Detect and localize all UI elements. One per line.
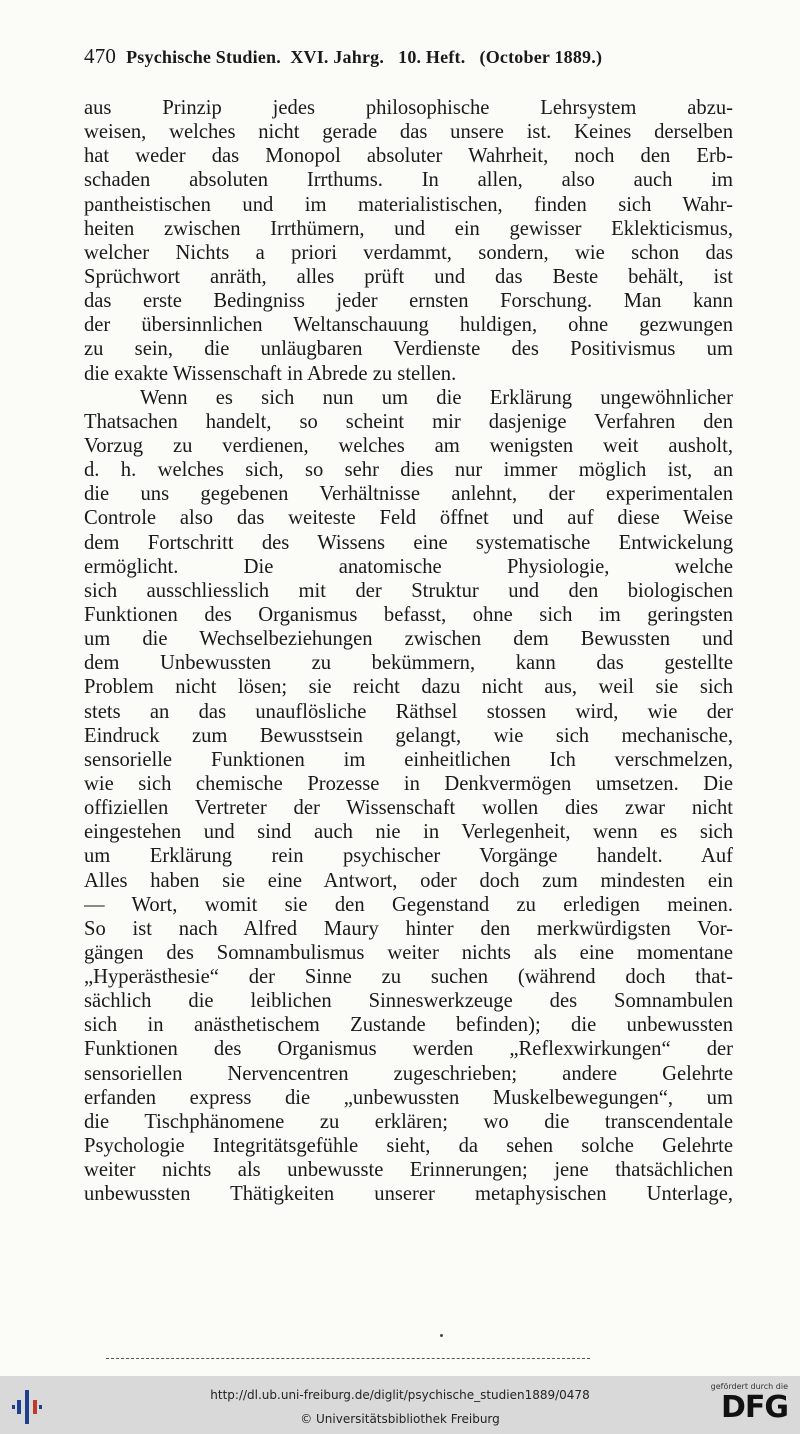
text-line: eingestehen und sind auch nie in Verlegenheit, wenn es sich [84, 821, 733, 844]
text-line: aus Prinzip jedes philosophische Lehrsystem abzu- [84, 97, 733, 119]
text-line: sich ausschliesslich mit der Struktur und den biologischen [84, 579, 733, 602]
ink-dot [440, 1334, 443, 1337]
text-line: zu sein, die unläugbaren Verdienste des Positivismus um [84, 338, 733, 361]
text-line: Vorzug zu verdienen, welches am wenigsten weit ausholt, [84, 434, 733, 457]
text-line: heiten zwischen Irrthümern, und ein gewisser Eklekticismus, [84, 217, 733, 240]
text-line: Thatsachen handelt, so scheint mir dasjenige Verfahren den [84, 410, 733, 433]
text-line: pantheistischen und im materialistischen, finden sich Wahr- [84, 193, 733, 216]
text-line: stets an das unauflösliche Räthsel stossen wird, wie der [84, 700, 733, 723]
text-line: sich in anästhetischem Zustande befinden); die unbewussten [84, 1014, 733, 1037]
page-number: 470 [84, 44, 117, 68]
text-line: dem Fortschritt des Wissens eine systematische Entwickelung [84, 531, 733, 554]
text-line: schaden absoluten Irrthums. In allen, also auch im [84, 169, 733, 192]
body-text [84, 96, 733, 1206]
text-line: weisen, welches nicht gerade das unsere ist. Keines derselben [84, 121, 733, 144]
dfg-logo [704, 1382, 788, 1430]
text-line: sensoriellen Nervencentren zugeschrieben; andere Gelehrte [84, 1062, 733, 1085]
text-line: um Erklärung rein psychischer Vorgänge handelt. Auf [84, 845, 733, 868]
text-line: Wenn es sich nun um die Erklärung ungewöhnlicher [140, 386, 733, 409]
text-line: die exakte Wissenschaft in Abrede zu stellen. [84, 362, 457, 385]
running-title: Psychische Studien. XVI. Jahrg. 10. Heft. (October 1889.) [126, 47, 603, 67]
text-line: sensorielle Funktionen im einheitlichen Ich verschmelzen, [84, 748, 733, 771]
text-line: Eindruck zum Bewusstsein gelangt, wie sich mechanische, [84, 724, 733, 747]
text-line: das erste Bedingniss jeder ernsten Forschung. Man kann [84, 290, 733, 313]
text-line: dem Unbewussten zu bekümmern, kann das gestellte [84, 652, 733, 675]
text-line: die uns gegebenen Verhältnisse anlehnt, der experimentalen [84, 483, 733, 506]
copyright-notice: © Universitätsbibliothek Freiburg [300, 1412, 500, 1426]
text-line: — Wort, womit sie den Gegenstand zu erledigen meinen. [84, 893, 733, 916]
text-line: sächlich die leiblichen Sinneswerkzeuge des Somnambulen [84, 990, 733, 1013]
text-line: Funktionen des Organismus befasst, ohne sich im geringsten [84, 603, 733, 626]
text-line: Controle also das weiteste Feld öffnet und auf diese Weise [84, 507, 733, 530]
text-line: erfanden express die „unbewussten Muskelbewegungen“, um [84, 1086, 733, 1109]
text-line: „Hyperästhesie“ der Sinne zu suchen (während doch that- [84, 966, 733, 989]
text-line: So ist nach Alfred Maury hinter den merkwürdigsten Vor- [84, 917, 733, 940]
text-line: Psychologie Integritätsgefühle sieht, da sehen solche Gelehrte [84, 1135, 733, 1158]
text-line: offiziellen Vertreter der Wissenschaft wollen dies zwar nicht [84, 797, 733, 820]
source-url[interactable]: http://dl.ub.uni-freiburg.de/diglit/psychische_studien1889/0478 [210, 1388, 590, 1402]
viewer-footer [0, 1376, 800, 1434]
text-line: unbewussten Thätigkeiten unserer metaphysischen Unterlage, [84, 1183, 733, 1206]
text-line: Alles haben sie eine Antwort, oder doch zum mindesten ein [84, 869, 733, 892]
dfg-logo-icon: DFG [720, 1390, 788, 1425]
page-bottom-rule [106, 1358, 590, 1359]
text-line: welcher Nichts a priori verdammt, sondern, wie schon das [84, 241, 733, 264]
text-line: der übersinnlichen Weltanschauung huldigen, ohne gezwungen [84, 314, 733, 337]
text-line: um die Wechselbeziehungen zwischen dem Bewussten und [84, 628, 733, 651]
text-line: wie sich chemische Prozesse in Denkvermögen umsetzen. Die [84, 772, 733, 795]
text-line: Funktionen des Organismus werden „Reflexwirkungen“ der [84, 1038, 733, 1061]
text-line: Problem nicht lösen; sie reicht dazu nicht aus, weil sie sich [84, 676, 733, 699]
text-line: hat weder das Monopol absoluter Wahrheit, noch den Erb- [84, 145, 733, 168]
sponsor-text: gefördert durch die [710, 1382, 788, 1391]
text-line: ermöglicht. Die anatomische Physiologie, welche [84, 555, 733, 578]
text-line: d. h. welches sich, so sehr dies nur immer möglich ist, an [84, 459, 733, 482]
text-line: weiter nichts als unbewusste Erinnerungen; jene thatsächlichen [84, 1159, 733, 1182]
text-line: die Tischphänomene zu erklären; wo die transcendentale [84, 1110, 733, 1133]
text-line: gängen des Somnambulismus weiter nichts als eine momentane [84, 941, 733, 964]
running-header [84, 44, 732, 69]
text-line: Sprüchwort anräth, alles prüft und das Beste behält, ist [84, 265, 733, 288]
